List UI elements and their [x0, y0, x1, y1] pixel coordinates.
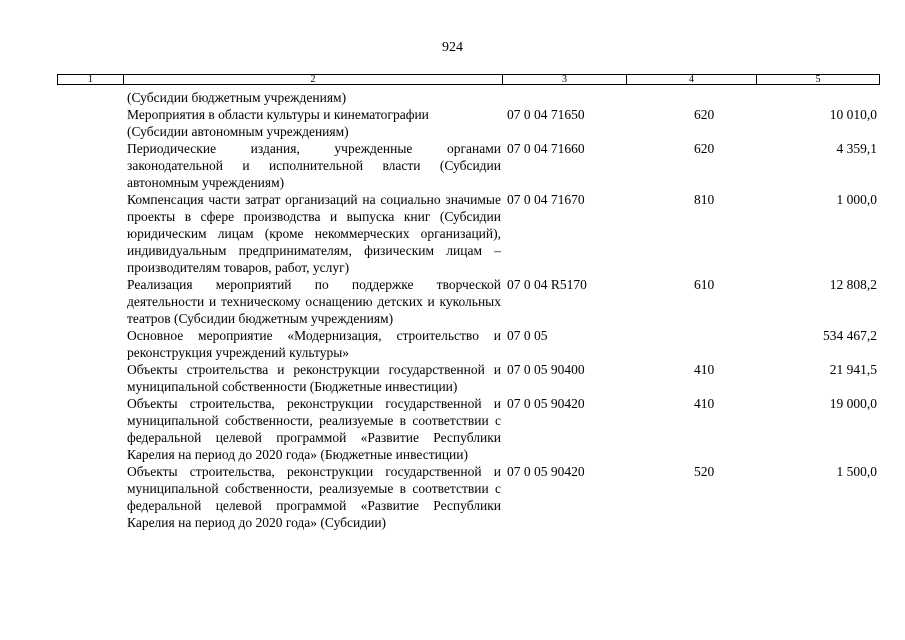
row-type: 810	[694, 192, 715, 207]
table-row	[57, 140, 880, 191]
row-type: 620	[694, 107, 715, 122]
header-col-1: 1	[58, 75, 124, 84]
header-col-2: 2	[124, 75, 503, 84]
page-number: 924	[442, 40, 463, 55]
row-name: Объекты строительства и реконструкции государственной и муниципальной собственности (Бюджетные инвестиции)	[127, 362, 501, 394]
table-row	[57, 395, 880, 463]
row-name: Объекты строительства, реконструкции государственной и муниципальной собственности, реализуемые в соответствии с федеральной целевой программой «Развитие Республики Карелия на период до 2020 года» (Субсидии)	[127, 464, 501, 530]
row-amount: 21 941,5	[829, 362, 877, 377]
row-name: (Субсидии бюджетным учреждениям)	[127, 90, 347, 105]
table-row	[57, 191, 880, 276]
row-type: 410	[694, 396, 715, 411]
row-amount: 10 010,0	[829, 107, 877, 122]
table-row	[57, 327, 880, 361]
row-type: 610	[694, 277, 715, 292]
row-name: Компенсация части затрат организаций на социально значимые проекты в сфере производства и выпуска книг (Субсидии юридическим лицам (кроме некоммерческих организаций), индивидуальным предпринимателям, физическим лицам – производителям товаров, работ, услуг)	[127, 192, 501, 275]
row-amount: 1 000,0	[836, 192, 877, 207]
row-type: 620	[694, 141, 715, 156]
table-body	[57, 89, 880, 531]
row-name: Периодические издания, учрежденные органами законодательной и исполнительной власти (Субсидии автономным учреждениям)	[127, 141, 501, 190]
header-col-5: 5	[815, 74, 821, 85]
row-code: 07 0 04 R5170	[507, 277, 587, 292]
row-type: 520	[694, 464, 715, 479]
row-type: 410	[694, 362, 715, 377]
row-amount: 1 500,0	[836, 464, 877, 479]
row-code: 07 0 04 71650	[507, 107, 585, 122]
row-code: 07 0 04 71660	[507, 141, 585, 156]
row-code: 07 0 05 90420	[507, 464, 585, 479]
row-code: 07 0 05	[507, 328, 548, 343]
table-row	[57, 89, 880, 106]
table-row	[57, 463, 880, 531]
row-name: Объекты строительства, реконструкции государственной и муниципальной собственности, реализуемые в соответствии с федеральной целевой программой «Развитие Республики Карелия на период до 2020 года» (Бюджетные инвестиции)	[127, 396, 501, 462]
header-col-4: 4	[627, 75, 757, 84]
row-amount: 19 000,0	[829, 396, 877, 411]
table-row	[57, 361, 880, 395]
table-row	[57, 276, 880, 327]
table-row	[57, 106, 880, 140]
row-amount: 12 808,2	[829, 277, 877, 292]
row-name: Основное мероприятие «Модернизация, строительство и реконструкция учреждений культуры»	[127, 328, 501, 360]
row-amount: 4 359,1	[836, 141, 877, 156]
row-code: 07 0 05 90420	[507, 396, 585, 411]
row-name: Мероприятия в области культуры и кинематографии (Субсидии автономным учреждениям)	[127, 107, 429, 139]
row-code: 07 0 04 71670	[507, 192, 585, 207]
row-code: 07 0 05 90400	[507, 362, 585, 377]
header-col-3: 3	[503, 75, 627, 84]
row-name: Реализация мероприятий по поддержке творческой деятельности и техническому оснащению детских и кукольных театров (Субсидии бюджетным учреждениям)	[127, 277, 501, 326]
row-amount: 534 467,2	[823, 328, 877, 343]
table-header	[57, 74, 880, 85]
